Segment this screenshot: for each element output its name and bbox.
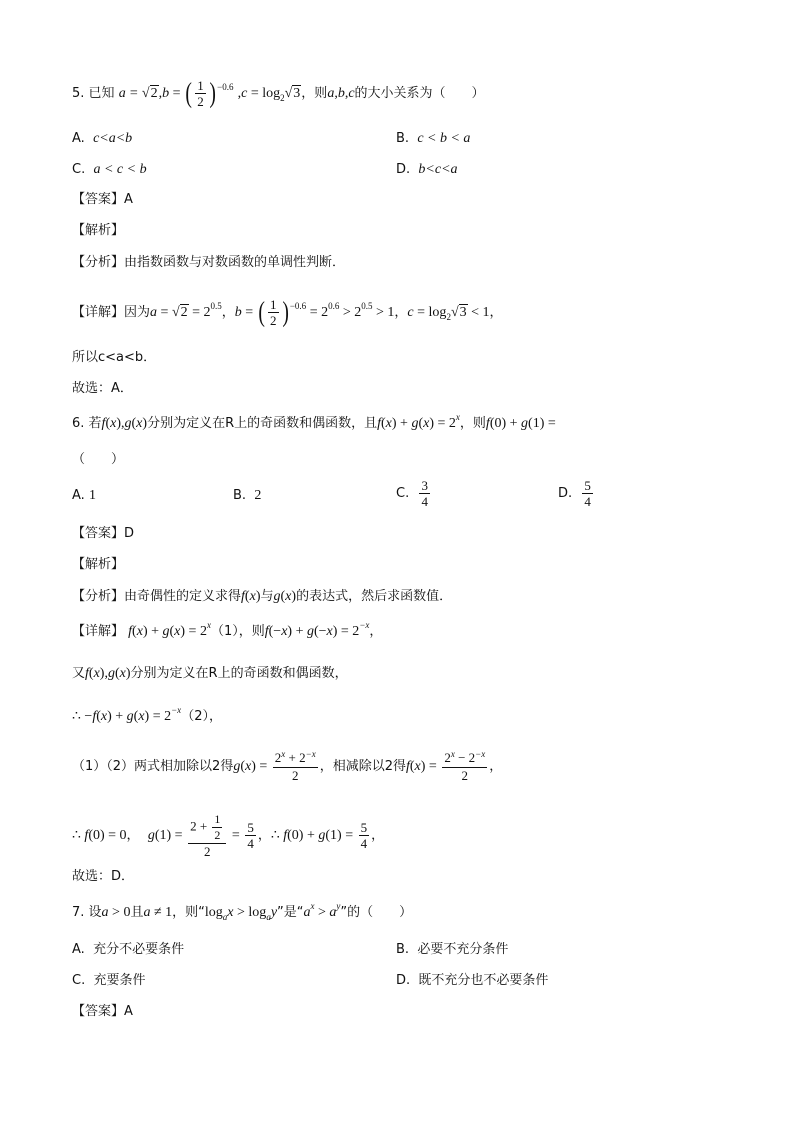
q5-stem-suffix: ，则 (301, 86, 328, 101)
q6-eq2: ∴ $-f(x) + g(x) = 2^{-x}(2)$， (72, 705, 222, 724)
q7-option-a: A. 充分不必要条件 (72, 942, 185, 957)
q6-add-sub: （1）（2）两式相加除以2得g(x) = $\frac{2^x + 2^{-x}}{2}$ ，相减除以2得f(x) = $\frac{2^x - 2^{-x}}{2}$ ， (72, 749, 503, 783)
q7-stem: 7. 设a > 0且a ≠ 1，则“$\log_ax > \log_ay$”是“$a^x > a^y$”的（ ） (72, 901, 413, 922)
q6-option-b: B. 2 (233, 488, 262, 503)
q6-option-a: A. 1 (72, 488, 96, 503)
q5-analysis-heading: 【解析】 (72, 223, 125, 238)
q6-stem-line2: （ ） (72, 452, 125, 467)
q7-option-b: B. 必要不充分条件 (396, 942, 509, 957)
q6-you: 又f(x),g(x)分别为定义在R上的奇函数和偶函数， (72, 666, 348, 681)
q5-answer: 【答案】A (72, 192, 133, 207)
q5-detail: 【详解】因为$a = √2 = 2^{0.5}$，b = ( $\frac{1}{2}$ )$^{-0.6} = 2^{0.6} > 2^{0.5} > 1$，$c = \log_2√3 < 1$， (72, 296, 503, 328)
q7-answer: 【答案】A (72, 1004, 133, 1019)
q6-option-d: D. $\frac{5}{4}$ (558, 478, 591, 509)
q5-option-c: C. a < c < b (72, 162, 147, 177)
q5-stem-prefix: 5. 已知 (72, 86, 115, 101)
q6-choose: 故选：D． (72, 869, 135, 884)
q5-option-d: D. b<c<a (396, 162, 458, 177)
q6-stem: 6. 若f(x),g(x)分别为定义在R上的奇函数和偶函数，且$f(x) + g(x) = 2^x$，则f(0) + g(1) = (72, 412, 556, 431)
q7-option-c: C. 充要条件 (72, 973, 146, 988)
q5-fenxi: 【分析】由指数函数与对数函数的单调性判断． (72, 255, 346, 270)
q6-analysis-heading: 【解析】 (72, 557, 125, 572)
q6-values: ∴ f(0) = 0， g(1) = 2 + $\frac{1}{2}$ 2 = $\frac{5}{4}$ ，∴ f(0) + g(1) = $\frac{5}{4}$ ， (72, 812, 385, 859)
q6-option-c: C. $\frac{3}{4}$ (396, 478, 428, 509)
q5-conclusion: 所以c<a<b． (72, 350, 157, 365)
q5-stem: 5. 已知 a = √2,b = ( $\frac{1}{2}$ )$^{-0.6}$ $,c = \log_2√3$，则a,b,c的大小关系为（ ） (72, 77, 485, 109)
q5-option-b: B. c < b < a (396, 131, 471, 146)
q5-choose: 故选：A． (72, 381, 133, 396)
q7-option-d: D. 既不充分也不必要条件 (396, 973, 549, 988)
q5-option-a: A. c<a<b (72, 131, 133, 146)
q6-answer: 【答案】D (72, 526, 135, 541)
q5-stem-tail: 的大小关系为（ ） (354, 86, 485, 101)
q6-fenxi: 【分析】由奇偶性的定义求得f(x)与g(x)的表达式，然后求函数值． (72, 589, 453, 604)
q6-detail: 【详解】 $f(x) + g(x) = 2^x(1)$，则$f(-x) + g(-x) = 2^{-x}$， (72, 620, 383, 639)
